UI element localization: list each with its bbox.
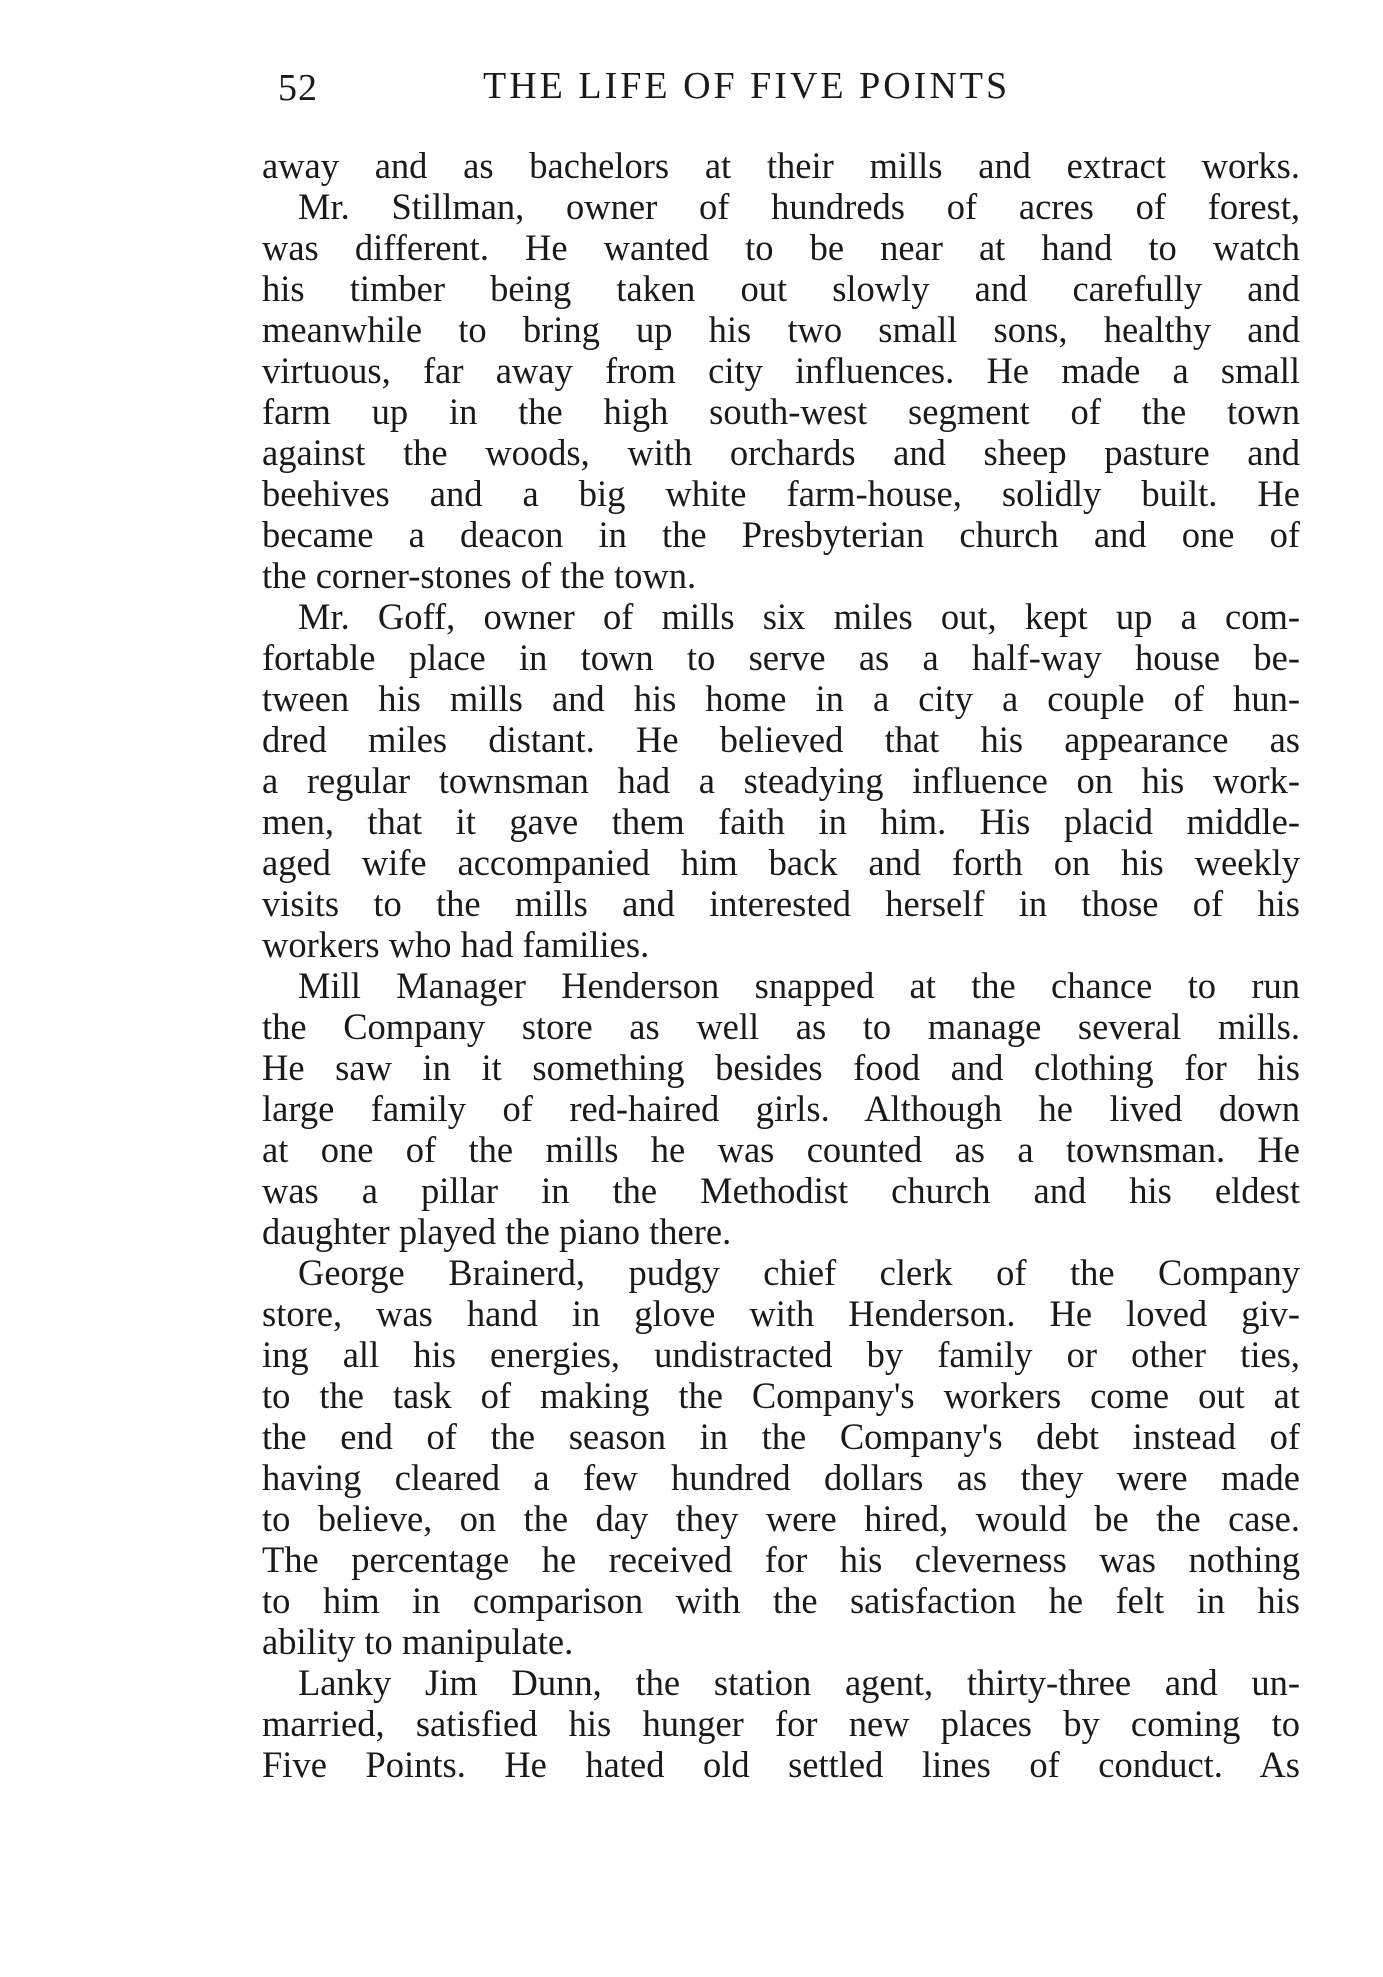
text-line: meanwhile to bring up his two small sons, healthy and — [262, 309, 1300, 350]
text-line: his timber being taken out slowly and carefully and — [262, 268, 1300, 309]
text-line: the corner-stones of the town. — [262, 555, 697, 596]
text-line: having cleared a few hundred dollars as they were made — [262, 1457, 1300, 1498]
text-line: men, that it gave them faith in him. His placid middle- — [262, 801, 1300, 842]
text-line: at one of the mills he was counted as a townsman. He — [262, 1129, 1300, 1170]
text-line: was a pillar in the Methodist church and his eldest — [262, 1170, 1300, 1211]
text-line: against the woods, with orchards and sheep pasture and — [262, 432, 1300, 473]
text-line: aged wife accompanied him back and forth on his weekly — [262, 842, 1300, 883]
text-line: Lanky Jim Dunn, the station agent, thirty-three and un- — [298, 1662, 1300, 1703]
text-line: ability to manipulate. — [262, 1621, 574, 1662]
text-line: to believe, on the day they were hired, would be the case. — [262, 1498, 1300, 1539]
text-line: fortable place in town to serve as a half-way house be- — [262, 637, 1300, 678]
text-line: to him in comparison with the satisfaction he felt in his — [262, 1580, 1300, 1621]
running-head — [268, 60, 1298, 120]
text-line: away and as bachelors at their mills and extract works. — [262, 145, 1300, 186]
running-title: THE LIFE OF FIVE POINTS — [483, 65, 1011, 107]
text-line: He saw in it something besides food and clothing for his — [262, 1047, 1300, 1088]
text-line: large family of red-haired girls. Although he lived down — [262, 1088, 1300, 1129]
page-number: 52 — [278, 67, 318, 109]
text-line: virtuous, far away from city influences. He made a small — [262, 350, 1300, 391]
text-line: Mill Manager Henderson snapped at the chance to run — [298, 965, 1300, 1006]
text-line: George Brainerd, pudgy chief clerk of the Company — [298, 1252, 1300, 1293]
text-line: dred miles distant. He believed that his appearance as — [262, 719, 1300, 760]
text-line: the end of the season in the Company's debt instead of — [262, 1416, 1300, 1457]
text-line: became a deacon in the Presbyterian church and one of — [262, 514, 1300, 555]
text-line: visits to the mills and interested herself in those of his — [262, 883, 1300, 924]
text-line: the Company store as well as to manage several mills. — [262, 1006, 1300, 1047]
text-line: Five Points. He hated old settled lines of conduct. As — [262, 1744, 1300, 1785]
text-line: was different. He wanted to be near at hand to watch — [262, 227, 1300, 268]
body-text — [262, 145, 1300, 1785]
text-line: a regular townsman had a steadying influence on his work- — [262, 760, 1300, 801]
text-line: beehives and a big white farm-house, solidly built. He — [262, 473, 1300, 514]
text-line: daughter played the piano there. — [262, 1211, 732, 1252]
text-line: Mr. Goff, owner of mills six miles out, kept up a com- — [298, 596, 1300, 637]
text-line: farm up in the high south-west segment of the town — [262, 391, 1300, 432]
text-line: to the task of making the Company's workers come out at — [262, 1375, 1300, 1416]
text-line: The percentage he received for his cleverness was nothing — [262, 1539, 1300, 1580]
text-line: tween his mills and his home in a city a couple of hun- — [262, 678, 1300, 719]
text-line: ing all his energies, undistracted by family or other ties, — [262, 1334, 1300, 1375]
text-line: store, was hand in glove with Henderson. He loved giv- — [262, 1293, 1300, 1334]
text-line: Mr. Stillman, owner of hundreds of acres of forest, — [298, 186, 1300, 227]
text-line: married, satisfied his hunger for new places by coming to — [262, 1703, 1300, 1744]
text-line: workers who had families. — [262, 924, 650, 965]
